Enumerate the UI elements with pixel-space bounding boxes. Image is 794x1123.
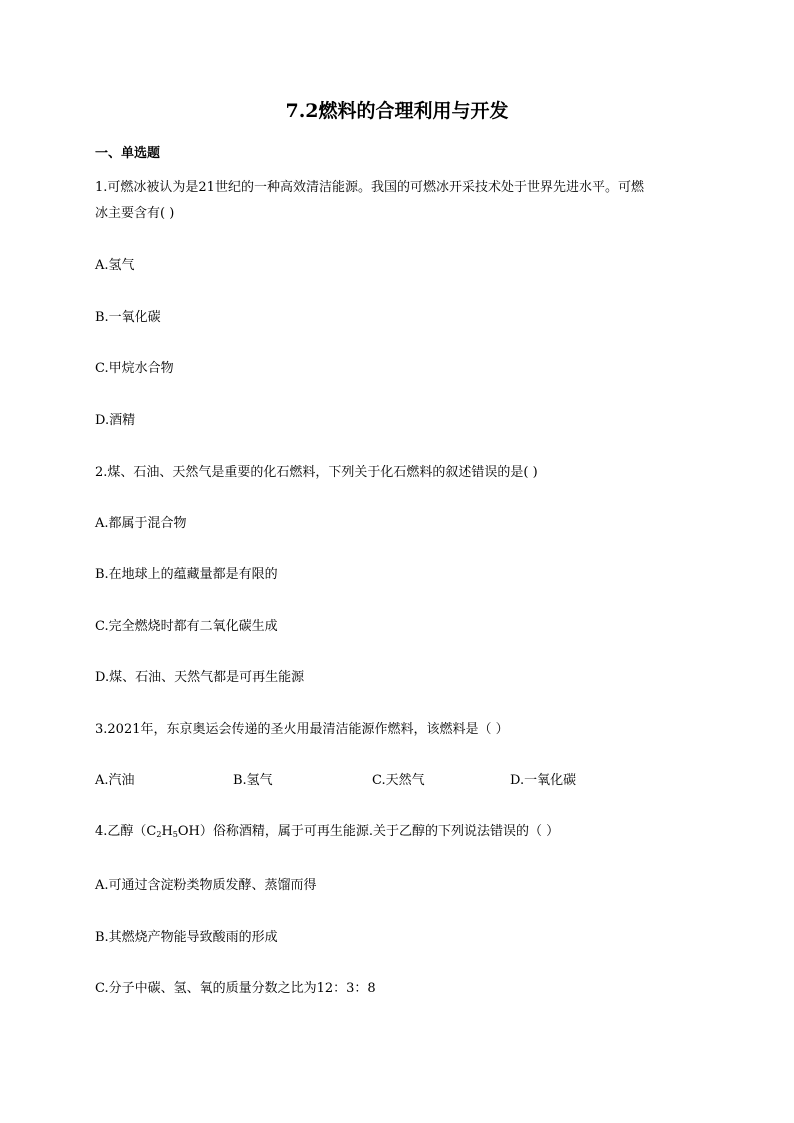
q1-option-b: B.一氧化碳 (95, 310, 161, 325)
formula-subscript-2: 2 (156, 830, 162, 839)
q4-option-a: A.可通过含淀粉类物质发酵、蒸馏而得 (95, 878, 317, 893)
q2-stem: 2.煤、石油、天然气是重要的化石燃料，下列关于化石燃料的叙述错误的是( ) (95, 465, 538, 480)
q1-option-c: C.甲烷水合物 (95, 361, 174, 376)
q4-stem-prefix: 4.乙醇（ (95, 824, 147, 839)
q3-option-b: B.氢气 (233, 773, 273, 788)
q4-option-c: C.分子中碳、氢、氧的质量分数之比为12：3：8 (95, 981, 376, 996)
formula-hydrogen: H (161, 824, 173, 839)
q2-option-d: D.煤、石油、天然气都是可再生能源 (95, 670, 305, 685)
q1-option-d: D.酒精 (95, 413, 136, 428)
q3-option-c: C.天然气 (372, 773, 425, 788)
q4-formula (146, 824, 199, 839)
q3-option-d: D.一氧化碳 (510, 773, 577, 788)
formula-hydroxyl: OH (177, 824, 200, 839)
q2-option-a: A.都属于混合物 (95, 516, 187, 531)
q4-stem (95, 823, 559, 844)
page-title: 7.2燃料的合理利用与开发 (285, 100, 509, 122)
q1-option-a: A.氢气 (95, 258, 135, 273)
q2-option-b: B.在地球上的蕴藏量都是有限的 (95, 567, 278, 582)
q3-stem: 3.2021年，东京奥运会传递的圣火用最清洁能源作燃料，该燃料是（ ） (95, 722, 509, 737)
q4-stem-suffix: ）俗称酒精，属于可再生能源.关于乙醇的下列说法错误的（ ） (199, 824, 560, 839)
formula-subscript-5: 5 (172, 830, 178, 839)
q1-stem-line2: 冰主要含有( ) (95, 206, 175, 221)
q1-stem-line1: 1.可燃冰被认为是21世纪的一种高效清洁能源。我国的可燃冰开采技术处于世界先进水平。可燃 (95, 180, 644, 195)
q2-option-c: C.完全燃烧时都有二氧化碳生成 (95, 619, 278, 634)
section-heading: 一、单选题 (95, 146, 161, 161)
q3-option-a: A.汽油 (95, 773, 135, 788)
q4-option-b: B.其燃烧产物能导致酸雨的形成 (95, 930, 278, 945)
formula-carbon: C (146, 824, 157, 839)
